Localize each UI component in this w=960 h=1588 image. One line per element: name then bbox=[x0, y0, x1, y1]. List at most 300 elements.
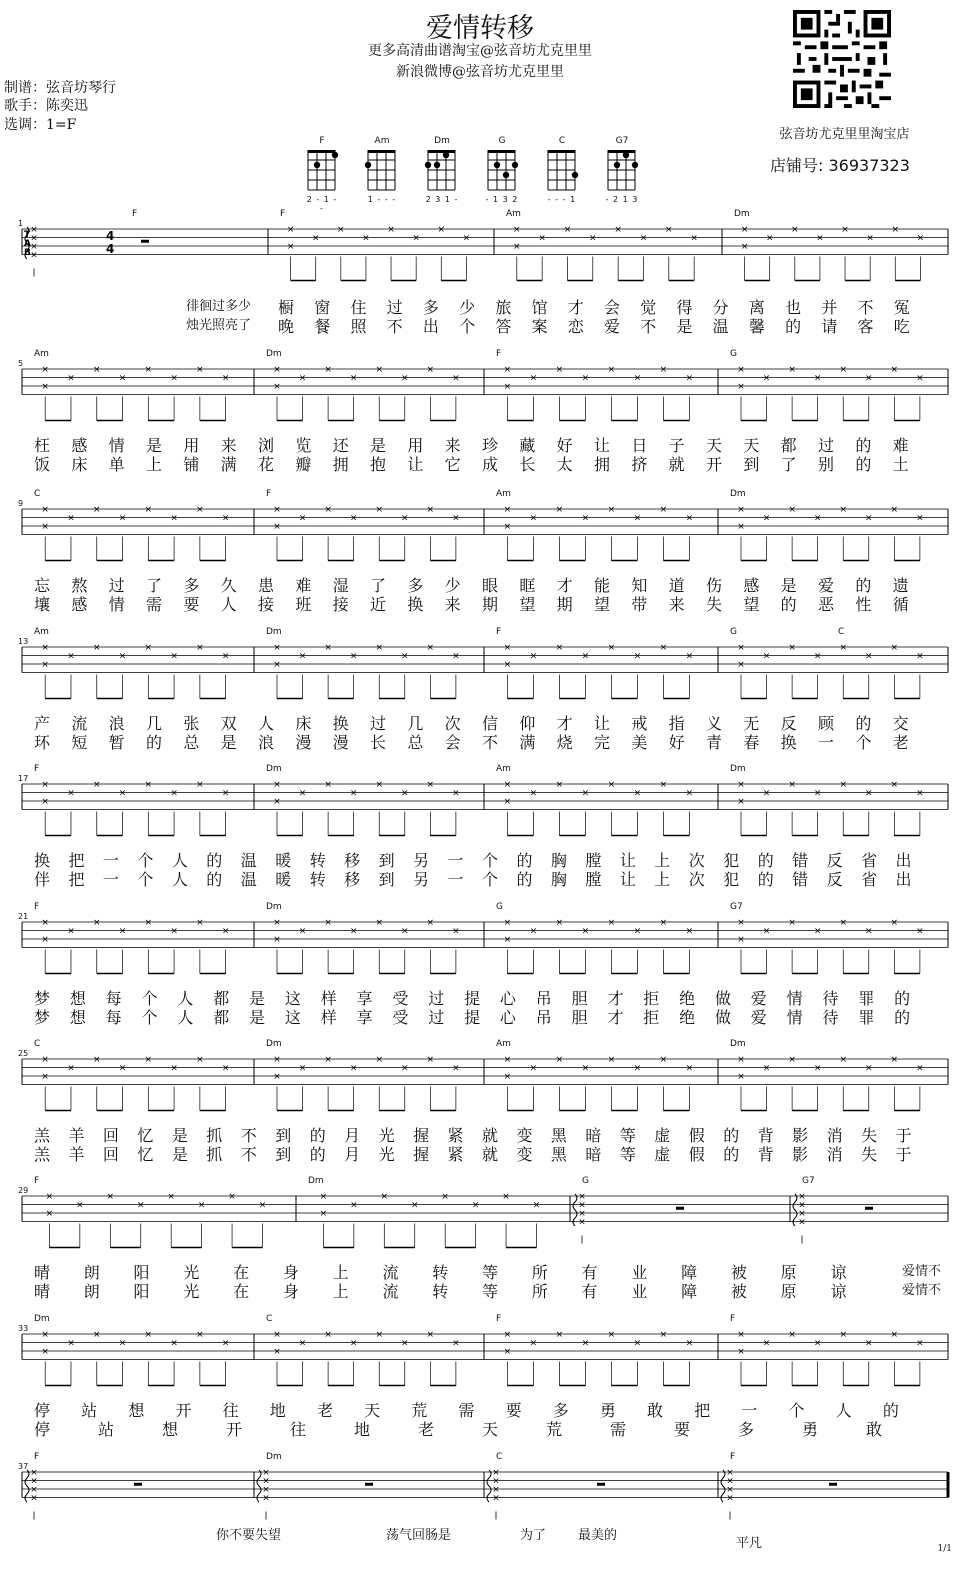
lyric: 就 bbox=[668, 455, 685, 474]
lyric: 有 bbox=[581, 1282, 598, 1301]
svg-text:×: × bbox=[273, 1330, 281, 1340]
lyric: 平凡 bbox=[736, 1536, 763, 1551]
svg-text:×: × bbox=[740, 242, 749, 252]
svg-text:×: × bbox=[67, 788, 75, 799]
svg-text:×: × bbox=[144, 1055, 153, 1065]
lyric: 长 bbox=[519, 455, 536, 474]
svg-text:×: × bbox=[813, 373, 822, 384]
svg-text:×: × bbox=[144, 643, 153, 653]
lyric: 旅 bbox=[495, 298, 512, 317]
lyric: 所 bbox=[531, 1263, 548, 1282]
lyric: 光 bbox=[183, 1282, 200, 1301]
svg-text:×: × bbox=[298, 926, 307, 937]
lyric: 的 bbox=[785, 317, 802, 336]
lyric: 样 bbox=[320, 989, 337, 1008]
lyric: 窗 bbox=[314, 298, 331, 317]
svg-text:×: × bbox=[298, 788, 307, 799]
lyric: 土 bbox=[892, 455, 909, 474]
lyric: 站 bbox=[98, 1420, 115, 1439]
svg-text:×: × bbox=[349, 651, 358, 662]
svg-text:×: × bbox=[813, 651, 822, 662]
lyric: 被 bbox=[730, 1282, 747, 1301]
svg-text:×: × bbox=[529, 373, 538, 384]
svg-text:×: × bbox=[426, 643, 435, 653]
svg-text:×: × bbox=[503, 643, 512, 653]
lyric: 恋 bbox=[567, 317, 584, 336]
svg-text:×: × bbox=[437, 225, 446, 235]
svg-text:×: × bbox=[426, 365, 435, 375]
chord-label: Dm bbox=[34, 1314, 50, 1324]
svg-text:×: × bbox=[92, 365, 101, 375]
svg-text:×: × bbox=[685, 788, 694, 799]
lyric: 所 bbox=[531, 1282, 548, 1301]
svg-text:×: × bbox=[197, 1200, 206, 1211]
lyric: 人 bbox=[171, 851, 188, 870]
svg-text:×: × bbox=[737, 1055, 745, 1065]
lyric: 道 bbox=[668, 576, 685, 595]
svg-text:×: × bbox=[273, 1347, 281, 1357]
svg-text:×: × bbox=[581, 513, 590, 524]
svg-text:×: × bbox=[118, 513, 127, 524]
lyric: 义 bbox=[706, 714, 723, 733]
lyric: 为了 bbox=[520, 1528, 547, 1543]
lyric: 患 bbox=[258, 576, 275, 595]
lyric: 人 bbox=[835, 1401, 852, 1420]
svg-text:×: × bbox=[375, 643, 383, 653]
tab-system bbox=[0, 345, 960, 485]
tab-system bbox=[0, 1035, 960, 1175]
lyric: 浏 bbox=[258, 436, 275, 455]
tab-staff bbox=[0, 623, 960, 703]
lyric: 湿 bbox=[332, 576, 349, 595]
lyric: 你不要失望 bbox=[216, 1528, 282, 1543]
lyric: 虚 bbox=[654, 1145, 671, 1164]
lyric: 少 bbox=[444, 576, 461, 595]
svg-text:×: × bbox=[221, 1338, 230, 1349]
svg-text:×: × bbox=[324, 1055, 332, 1065]
svg-text:×: × bbox=[67, 651, 75, 662]
tab-system bbox=[0, 485, 960, 625]
lyric: 知 bbox=[631, 576, 648, 595]
svg-text:×: × bbox=[262, 1485, 270, 1495]
svg-text:×: × bbox=[41, 780, 49, 790]
lyric: 也 bbox=[785, 298, 802, 317]
lyric: 提 bbox=[464, 989, 481, 1008]
svg-text:×: × bbox=[67, 926, 75, 937]
lyric: 浪 bbox=[258, 733, 275, 752]
lyric: 吊 bbox=[535, 1008, 552, 1027]
lyric: 等 bbox=[482, 1263, 499, 1282]
svg-text:×: × bbox=[144, 1330, 153, 1340]
lyric: 转 bbox=[309, 870, 326, 889]
lyric: 谅 bbox=[830, 1263, 847, 1282]
svg-text:×: × bbox=[41, 935, 49, 945]
svg-text:×: × bbox=[589, 233, 597, 244]
lyric: 罪 bbox=[858, 1008, 875, 1027]
lyric: 床 bbox=[71, 455, 88, 474]
svg-text:×: × bbox=[471, 1200, 480, 1211]
svg-text:×: × bbox=[41, 1347, 49, 1357]
svg-text:×: × bbox=[45, 1209, 54, 1219]
lyric: 望 bbox=[743, 595, 760, 614]
chord-label: C bbox=[496, 1452, 503, 1462]
svg-text:×: × bbox=[503, 522, 512, 532]
svg-text:×: × bbox=[726, 1468, 734, 1478]
chord-label: G7 bbox=[730, 902, 743, 912]
lyric: 要 bbox=[505, 1401, 522, 1420]
lyric: 晚 bbox=[278, 317, 295, 336]
chord-fingering: 2 - 1 - - bbox=[306, 195, 338, 213]
svg-text:×: × bbox=[513, 242, 521, 252]
svg-text:×: × bbox=[30, 233, 38, 244]
chord-diagram-f bbox=[304, 136, 340, 213]
lyric: 到 bbox=[275, 1126, 292, 1145]
lyric: 熬 bbox=[71, 576, 88, 595]
lyric: 绝 bbox=[679, 989, 696, 1008]
svg-text:×: × bbox=[916, 233, 925, 244]
lyric: 让 bbox=[594, 714, 611, 733]
svg-text:×: × bbox=[659, 1330, 668, 1340]
lyric: 春 bbox=[743, 733, 760, 752]
chord-fingering: - 2 1 3 bbox=[605, 195, 639, 204]
lyric: 个 bbox=[788, 1401, 805, 1420]
chord-label: F bbox=[496, 1314, 502, 1324]
measure-number: 1 bbox=[18, 219, 24, 228]
svg-text:×: × bbox=[375, 780, 383, 790]
chord-label: Am bbox=[496, 489, 511, 499]
svg-text:×: × bbox=[221, 373, 230, 384]
lyric: 一 bbox=[102, 851, 119, 870]
lyric: 的 bbox=[206, 851, 223, 870]
measure-number: 5 bbox=[18, 359, 24, 368]
svg-text:×: × bbox=[324, 780, 332, 790]
svg-text:×: × bbox=[426, 1055, 435, 1065]
lyric: 觉 bbox=[640, 298, 657, 317]
svg-text:×: × bbox=[737, 1347, 745, 1357]
lyric: 荡气回肠是 bbox=[386, 1528, 452, 1543]
lyric: 饭 bbox=[34, 455, 51, 474]
lyric: 等 bbox=[619, 1145, 636, 1164]
lyric: 感 bbox=[71, 436, 88, 455]
lyric: 了 bbox=[146, 576, 163, 595]
svg-text:×: × bbox=[452, 513, 460, 524]
chord-fingering: 2 3 1 - bbox=[425, 195, 459, 204]
chord-label: Dm bbox=[266, 349, 282, 359]
lyric: 次 bbox=[444, 714, 461, 733]
svg-text:×: × bbox=[633, 513, 642, 524]
chord-label: F bbox=[730, 1452, 736, 1462]
chord-label: F bbox=[34, 764, 40, 774]
lyric: 提 bbox=[464, 1008, 481, 1027]
lyric: 难 bbox=[892, 436, 909, 455]
lyric: 漫 bbox=[332, 733, 349, 752]
svg-text:×: × bbox=[529, 513, 538, 524]
svg-text:×: × bbox=[337, 225, 345, 235]
svg-text:×: × bbox=[633, 1063, 642, 1074]
svg-text:×: × bbox=[41, 365, 49, 375]
lyric: 性 bbox=[855, 595, 872, 614]
lyric: 短 bbox=[71, 733, 88, 752]
measure-number: 21 bbox=[18, 912, 29, 921]
svg-text:×: × bbox=[685, 651, 694, 662]
lyric: 胸 bbox=[550, 851, 567, 870]
svg-text:×: × bbox=[633, 373, 642, 384]
lyric: 子 bbox=[668, 436, 685, 455]
chord-label: Am bbox=[34, 349, 49, 359]
lyric: 才 bbox=[607, 989, 624, 1008]
lyric: 遗 bbox=[892, 576, 909, 595]
svg-text:×: × bbox=[788, 365, 796, 375]
svg-text:×: × bbox=[839, 505, 847, 515]
svg-text:×: × bbox=[891, 225, 900, 235]
lyric: 让 bbox=[619, 870, 636, 889]
lyric: 满 bbox=[220, 455, 237, 474]
lyric: 受 bbox=[392, 989, 409, 1008]
lyric: 享 bbox=[356, 989, 373, 1008]
lyric: 换 bbox=[34, 851, 51, 870]
lyric: 的 bbox=[855, 436, 872, 455]
svg-text:4: 4 bbox=[106, 242, 115, 256]
lyric: 冤 bbox=[893, 298, 910, 317]
lyric: 多 bbox=[407, 576, 424, 595]
lyric: 开 bbox=[175, 1401, 192, 1420]
song-title: 爱情转移 bbox=[426, 13, 534, 44]
svg-text:×: × bbox=[607, 1330, 616, 1340]
lyric: 是 bbox=[249, 989, 266, 1008]
lyric: 人 bbox=[258, 714, 275, 733]
svg-text:×: × bbox=[319, 1192, 328, 1202]
svg-text:×: × bbox=[726, 1485, 734, 1495]
lyric: 人 bbox=[220, 595, 237, 614]
lyric: 指 bbox=[668, 714, 685, 733]
lyric: 转 bbox=[432, 1263, 449, 1282]
lyric: 瓣 bbox=[295, 455, 312, 474]
svg-text:×: × bbox=[401, 788, 409, 799]
lyric: 做 bbox=[714, 989, 731, 1008]
svg-text:×: × bbox=[503, 505, 512, 515]
tab-staff bbox=[0, 1448, 960, 1528]
lyric: 假 bbox=[688, 1145, 705, 1164]
lyric: 的 bbox=[723, 1145, 740, 1164]
svg-text:×: × bbox=[788, 643, 796, 653]
svg-text:×: × bbox=[529, 788, 538, 799]
lyric: 流 bbox=[382, 1282, 399, 1301]
lyric: 虚 bbox=[654, 1126, 671, 1145]
lyric: 挤 bbox=[631, 455, 648, 474]
svg-text:×: × bbox=[503, 382, 512, 392]
lyric: 人 bbox=[171, 870, 188, 889]
svg-text:×: × bbox=[462, 233, 471, 244]
lyric: 想 bbox=[69, 1008, 86, 1027]
svg-text:×: × bbox=[762, 926, 771, 937]
tab-system bbox=[0, 1172, 960, 1312]
lyric: 成 bbox=[482, 455, 499, 474]
lyric: 吊 bbox=[535, 989, 552, 1008]
svg-text:×: × bbox=[452, 788, 460, 799]
lyric: 晴 bbox=[34, 1282, 51, 1301]
chord-label: Am bbox=[34, 627, 49, 637]
lyric: 无 bbox=[743, 714, 760, 733]
lyric: 胆 bbox=[571, 1008, 588, 1027]
svg-text:×: × bbox=[273, 918, 281, 928]
lyric: 变 bbox=[516, 1145, 533, 1164]
chord-label: F bbox=[34, 902, 40, 912]
lyric: 交 bbox=[892, 714, 909, 733]
lyric: 的 bbox=[146, 733, 163, 752]
lyric: 太 bbox=[556, 455, 573, 474]
svg-text:×: × bbox=[30, 242, 38, 252]
svg-text:×: × bbox=[685, 1338, 694, 1349]
svg-text:×: × bbox=[324, 918, 332, 928]
lyric: 了 bbox=[370, 576, 387, 595]
lyric: 到 bbox=[378, 851, 395, 870]
lyric: 藏 bbox=[519, 436, 536, 455]
svg-text:×: × bbox=[286, 225, 295, 235]
svg-text:×: × bbox=[529, 651, 538, 662]
svg-text:×: × bbox=[380, 1192, 389, 1202]
svg-text:×: × bbox=[375, 918, 383, 928]
chord-label: Am bbox=[496, 1039, 511, 1049]
lyric: 停 bbox=[34, 1420, 51, 1439]
chord-label: F bbox=[730, 1314, 736, 1324]
svg-text:×: × bbox=[607, 643, 616, 653]
svg-text:×: × bbox=[726, 1493, 734, 1504]
svg-text:×: × bbox=[737, 643, 745, 653]
svg-text:×: × bbox=[67, 1063, 75, 1074]
svg-text:×: × bbox=[581, 1338, 590, 1349]
svg-text:×: × bbox=[737, 1072, 745, 1082]
lyric: 需 bbox=[146, 595, 163, 614]
lyric: 来 bbox=[668, 595, 685, 614]
lyric: 情 bbox=[786, 1008, 803, 1027]
lyric: 背 bbox=[757, 1145, 774, 1164]
lyric: 来 bbox=[444, 436, 461, 455]
lyric: 抓 bbox=[206, 1126, 223, 1145]
svg-text:×: × bbox=[170, 373, 178, 384]
svg-text:×: × bbox=[144, 780, 153, 790]
lyric: 花 bbox=[258, 455, 275, 474]
lyric: 勇 bbox=[802, 1420, 819, 1439]
svg-text:×: × bbox=[798, 1200, 806, 1211]
svg-text:×: × bbox=[555, 1055, 564, 1065]
svg-text:×: × bbox=[118, 788, 127, 799]
lyric: 暖 bbox=[275, 870, 292, 889]
lyric: 产 bbox=[34, 714, 51, 733]
lyric: 背 bbox=[757, 1126, 774, 1145]
svg-text:×: × bbox=[665, 225, 673, 235]
lyric: 握 bbox=[413, 1126, 430, 1145]
tab-system bbox=[0, 623, 960, 763]
lyric: 带 bbox=[631, 595, 648, 614]
lyric: 个 bbox=[141, 989, 158, 1008]
lyric: 它 bbox=[444, 455, 461, 474]
lyric: 是 bbox=[171, 1145, 188, 1164]
svg-text:×: × bbox=[349, 373, 358, 384]
lyric: 是 bbox=[370, 436, 387, 455]
svg-text:×: × bbox=[503, 1330, 512, 1340]
svg-text:×: × bbox=[813, 1338, 822, 1349]
svg-text:×: × bbox=[196, 918, 204, 928]
chord-diagram-name: C bbox=[558, 136, 566, 146]
lyric: 敢 bbox=[866, 1420, 883, 1439]
svg-text:×: × bbox=[349, 926, 358, 937]
lyric: 多 bbox=[422, 298, 439, 317]
lyric: 反 bbox=[780, 714, 797, 733]
lyric: 停 bbox=[34, 1401, 51, 1420]
svg-text:×: × bbox=[324, 505, 332, 515]
lyric: 顾 bbox=[818, 714, 835, 733]
svg-text:×: × bbox=[41, 797, 49, 807]
chord-diagram-am bbox=[364, 136, 400, 204]
lyric: 才 bbox=[567, 298, 584, 317]
svg-text:×: × bbox=[221, 651, 230, 662]
lyric: 照 bbox=[350, 317, 367, 336]
svg-text:×: × bbox=[375, 1055, 383, 1065]
chord-label: Dm bbox=[266, 627, 282, 637]
lyric: 胆 bbox=[571, 989, 588, 1008]
svg-text:×: × bbox=[170, 1063, 178, 1074]
svg-text:×: × bbox=[67, 373, 75, 384]
lyric: 的 bbox=[516, 851, 533, 870]
svg-text:×: × bbox=[659, 505, 668, 515]
lyric: 上 bbox=[654, 851, 671, 870]
chord-label: Dm bbox=[266, 902, 282, 912]
lyric: 就 bbox=[482, 1126, 499, 1145]
lyric: 回 bbox=[102, 1145, 119, 1164]
svg-text:×: × bbox=[426, 780, 435, 790]
svg-text:×: × bbox=[890, 505, 899, 515]
lyric: 朗 bbox=[83, 1263, 100, 1282]
lyric: 抓 bbox=[206, 1145, 223, 1164]
lyric: 开 bbox=[226, 1420, 243, 1439]
svg-text:×: × bbox=[273, 1072, 281, 1082]
svg-text:×: × bbox=[916, 373, 924, 384]
svg-text:×: × bbox=[503, 1055, 512, 1065]
lyric: 省 bbox=[861, 851, 878, 870]
tab-staff bbox=[0, 485, 960, 565]
lyric: 上 bbox=[332, 1282, 349, 1301]
lyric: 把 bbox=[68, 851, 85, 870]
lyric: 让 bbox=[619, 851, 636, 870]
svg-text:×: × bbox=[503, 1072, 512, 1082]
lyric: 最美的 bbox=[578, 1528, 618, 1543]
lyric: 让 bbox=[594, 436, 611, 455]
svg-text:×: × bbox=[41, 1055, 49, 1065]
svg-text:×: × bbox=[118, 926, 127, 937]
lyric: 个 bbox=[482, 870, 499, 889]
svg-text:×: × bbox=[865, 1063, 873, 1074]
lyric: 暗 bbox=[585, 1145, 602, 1164]
svg-text:×: × bbox=[762, 373, 771, 384]
chord-label: G bbox=[582, 1176, 589, 1186]
svg-text:×: × bbox=[737, 797, 745, 807]
key-signature: 选调：1=F bbox=[4, 117, 77, 133]
lyric: 暂 bbox=[108, 733, 125, 752]
lyric: 期 bbox=[482, 595, 499, 614]
lyric: 过 bbox=[428, 1008, 445, 1027]
lyric: 接 bbox=[332, 595, 349, 614]
lyric: 个 bbox=[137, 851, 154, 870]
svg-text:×: × bbox=[791, 225, 799, 235]
lyric: 环 bbox=[34, 733, 51, 752]
svg-text:×: × bbox=[578, 1200, 586, 1211]
lyric: 好 bbox=[556, 436, 573, 455]
lyric: 来 bbox=[220, 436, 237, 455]
lyric: 铺 bbox=[183, 455, 200, 474]
svg-text:×: × bbox=[273, 780, 281, 790]
lyric: 多 bbox=[552, 1401, 569, 1420]
lyric: 拥 bbox=[594, 455, 611, 474]
